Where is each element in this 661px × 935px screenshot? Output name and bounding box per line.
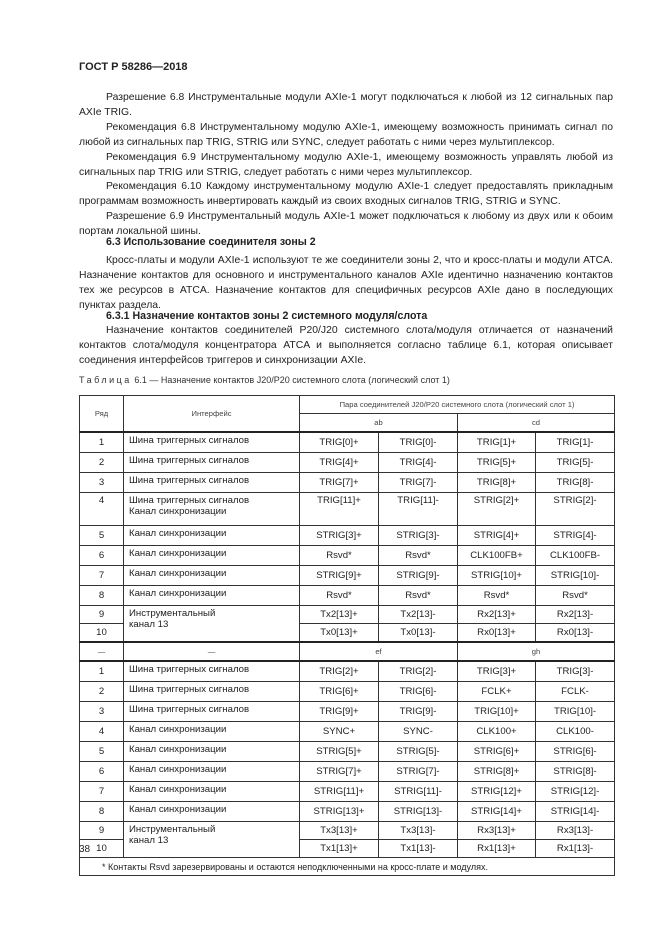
group-header: ef	[300, 642, 458, 661]
table-row	[80, 702, 615, 722]
interface-cell: Шина триггерных сигналов Канал синхронизации	[124, 493, 300, 526]
paragraph: Разрешение 6.8 Инструментальные модули AXIe-1 могут подключаться к любой из 12 сигнальных пар AXIe TRIG.	[79, 92, 613, 118]
signal-cell: TRIG[0]-	[379, 432, 458, 453]
row-number: 1	[80, 661, 124, 682]
signal-cell: STRIG[5]+	[300, 742, 379, 762]
signal-cell: Tx2[13]+	[300, 606, 379, 624]
signal-cell: CLK100+	[458, 722, 536, 742]
signal-cell: TRIG[11]-	[379, 493, 458, 526]
header-interface: Интерфейс	[124, 396, 300, 433]
signal-cell: TRIG[10]-	[536, 702, 615, 722]
interface-cell: Канал синхронизации	[124, 526, 300, 546]
signal-cell: Tx1[13]+	[300, 840, 379, 858]
signal-cell: Rx2[13]+	[458, 606, 536, 624]
row-number: 7	[80, 566, 124, 586]
signal-cell: TRIG[9]+	[300, 702, 379, 722]
signal-cell: STRIG[6]+	[458, 742, 536, 762]
signal-cell: Tx1[13]-	[379, 840, 458, 858]
interface-cell: Канал синхронизации	[124, 586, 300, 606]
signal-cell: TRIG[8]-	[536, 473, 615, 493]
subsection-heading: 6.3.1 Назначение контактов зоны 2 системного модуля/слота	[106, 310, 428, 322]
signal-cell: Rsvd*	[458, 586, 536, 606]
signal-cell: TRIG[3]+	[458, 661, 536, 682]
table-row	[80, 526, 615, 546]
signal-cell: Tx3[13]+	[300, 822, 379, 840]
row-number: 4	[80, 722, 124, 742]
table-row	[80, 566, 615, 586]
interface-cell: Шина триггерных сигналов	[124, 453, 300, 473]
signal-cell: FCLK+	[458, 682, 536, 702]
interface-cell: Шина триггерных сигналов	[124, 682, 300, 702]
paragraph: Кросс-платы и модули AXIe-1 используют те же соединители зоны 2, что и кросс-платы и модули ATCA. Назначение контактов для основного и инструментального каналов AXIe идентично назначению контактов тех же ресурсов в ATCA. Назначение контактов для специфичных ресурсов AXIe дано в последующих пунктах раздела.	[79, 255, 613, 311]
row-number: 3	[80, 702, 124, 722]
signal-cell: Rsvd*	[379, 546, 458, 566]
signal-cell: STRIG[14]-	[536, 802, 615, 822]
signal-cell: CLK100-	[536, 722, 615, 742]
table-row	[80, 802, 615, 822]
paragraph: Рекомендация 6.10 Каждому инструментальному модулю AXIe-1 следует предоставлять прикладным программам возможность инвертировать каждый из своих входных сигналов TRIG, STRIG и SYNC.	[79, 181, 613, 208]
signal-cell: TRIG[7]-	[379, 473, 458, 493]
signal-cell: TRIG[4]+	[300, 453, 379, 473]
header-pair: Пара соединителей J20/P20 системного слота (логический слот 1)	[300, 396, 615, 414]
signal-cell: STRIG[2]+	[458, 493, 536, 526]
paragraph: Рекомендация 6.8 Инструментальному модулю AXIe-1, имеющему возможность принимать сигнал по любой из сигнальных пар TRIG, STRIG или SYNC, следует работать с ними через мультиплексор.	[79, 121, 613, 148]
interface-cell: Шина триггерных сигналов	[124, 473, 300, 493]
footnote: * Контакты Rsvd зарезервированы и остаются неподключенными на кросс-плате и модулях.	[80, 858, 615, 876]
row-number: 9	[80, 606, 124, 624]
signal-cell: TRIG[3]-	[536, 661, 615, 682]
signal-cell: STRIG[12]+	[458, 782, 536, 802]
signal-cell: Rx1[13]+	[458, 840, 536, 858]
table-row	[80, 782, 615, 802]
interface-cell: Канал синхронизации	[124, 742, 300, 762]
signal-cell: SYNC+	[300, 722, 379, 742]
signal-cell: STRIG[3]-	[379, 526, 458, 546]
section-6-3-1	[79, 309, 613, 369]
pin-assignment-table	[79, 395, 615, 876]
separator-dash: —	[124, 642, 300, 661]
signal-cell: Tx2[13]-	[379, 606, 458, 624]
signal-cell: TRIG[1]-	[536, 432, 615, 453]
signal-cell: TRIG[9]-	[379, 702, 458, 722]
interface-cell: Канал синхронизации	[124, 722, 300, 742]
page-number: 38	[79, 844, 91, 855]
table-row	[80, 661, 615, 682]
paragraphs-top	[79, 91, 613, 240]
table-row	[80, 546, 615, 566]
separator-dash: —	[80, 642, 124, 661]
signal-cell: TRIG[10]+	[458, 702, 536, 722]
signal-cell: Rx3[13]-	[536, 822, 615, 840]
interface-cell: Канал синхронизации	[124, 782, 300, 802]
signal-cell: TRIG[6]+	[300, 682, 379, 702]
group-header: ab	[300, 414, 458, 433]
caption-text: 6.1 — Назначение контактов J20/P20 системного слота (логический слот 1)	[134, 375, 450, 385]
paragraph: Разрешение 6.9 Инструментальный модуль AXIe-1 может подключаться к любому из двух или к обоим портам локальной шины.	[79, 211, 613, 238]
signal-cell: STRIG[3]+	[300, 526, 379, 546]
signal-cell: Tx0[13]-	[379, 624, 458, 643]
header-row: Ряд	[80, 396, 124, 433]
interface-cell: Канал синхронизации	[124, 802, 300, 822]
signal-cell: STRIG[13]-	[379, 802, 458, 822]
signal-cell: STRIG[4]-	[536, 526, 615, 546]
signal-cell: STRIG[9]-	[379, 566, 458, 586]
signal-cell: STRIG[14]+	[458, 802, 536, 822]
row-number: 10	[80, 840, 124, 858]
row-number: 7	[80, 782, 124, 802]
signal-cell: CLK100FB-	[536, 546, 615, 566]
interface-cell: Инструментальный канал 13	[124, 822, 300, 858]
interface-cell: Шина триггерных сигналов	[124, 702, 300, 722]
signal-cell: STRIG[8]+	[458, 762, 536, 782]
row-number: 2	[80, 453, 124, 473]
signal-cell: STRIG[2]-	[536, 493, 615, 526]
interface-cell: Шина триггерных сигналов	[124, 661, 300, 682]
interface-cell: Инструментальный канал 13	[124, 606, 300, 643]
row-number: 6	[80, 762, 124, 782]
group-header: gh	[458, 642, 615, 661]
signal-cell: STRIG[7]+	[300, 762, 379, 782]
signal-cell: STRIG[4]+	[458, 526, 536, 546]
table-row	[80, 822, 615, 840]
table-row	[80, 493, 615, 526]
section-6-3	[79, 235, 613, 314]
signal-cell: TRIG[5]+	[458, 453, 536, 473]
table-row	[80, 762, 615, 782]
paragraph: Назначение контактов соединителей P20/J20 системного слота/модуля отличается от назначений контактов слота/модуля концентратора ATCA и выполняется согласно таблице 6.1, которая описывает соединения интерфейсов триггеров и синхронизации AXIe.	[79, 325, 613, 366]
table-row	[80, 606, 615, 624]
signal-cell: STRIG[7]-	[379, 762, 458, 782]
row-number: 10	[80, 624, 124, 643]
signal-cell: TRIG[2]+	[300, 661, 379, 682]
signal-cell: Rx0[13]-	[536, 624, 615, 643]
signal-cell: TRIG[2]-	[379, 661, 458, 682]
signal-cell: STRIG[5]-	[379, 742, 458, 762]
row-number: 1	[80, 432, 124, 453]
interface-cell: Канал синхронизации	[124, 546, 300, 566]
signal-cell: STRIG[9]+	[300, 566, 379, 586]
signal-cell: TRIG[6]-	[379, 682, 458, 702]
paragraph: Рекомендация 6.9 Инструментальному модулю AXIe-1, имеющему возможность управлять любой из сигнальных пар TRIG или STRIG, следует работать с ними через мультиплексор.	[79, 151, 613, 178]
signal-cell: STRIG[10]-	[536, 566, 615, 586]
signal-cell: STRIG[8]-	[536, 762, 615, 782]
signal-cell: Rsvd*	[300, 586, 379, 606]
interface-cell: Канал синхронизации	[124, 762, 300, 782]
interface-cell: Канал синхронизации	[124, 566, 300, 586]
row-number: 2	[80, 682, 124, 702]
signal-cell: FCLK-	[536, 682, 615, 702]
row-number: 4	[80, 493, 124, 526]
signal-cell: Rsvd*	[536, 586, 615, 606]
signal-cell: Rx2[13]-	[536, 606, 615, 624]
signal-cell: TRIG[11]+	[300, 493, 379, 526]
signal-cell: Rx0[13]+	[458, 624, 536, 643]
row-number: 5	[80, 742, 124, 762]
signal-cell: Tx0[13]+	[300, 624, 379, 643]
signal-cell: TRIG[7]+	[300, 473, 379, 493]
row-number: 5	[80, 526, 124, 546]
interface-cell: Шина триггерных сигналов	[124, 432, 300, 453]
table-row	[80, 473, 615, 493]
row-number: 3	[80, 473, 124, 493]
separator-row	[80, 642, 615, 661]
signal-cell: Rsvd*	[300, 546, 379, 566]
signal-cell: TRIG[1]+	[458, 432, 536, 453]
signal-cell: TRIG[8]+	[458, 473, 536, 493]
row-number: 6	[80, 546, 124, 566]
signal-cell: STRIG[11]-	[379, 782, 458, 802]
signal-cell: STRIG[13]+	[300, 802, 379, 822]
table-caption	[79, 375, 613, 385]
table-row	[80, 453, 615, 473]
table-row	[80, 586, 615, 606]
document-id: ГОСТ Р 58286—2018	[79, 61, 188, 73]
signal-cell: STRIG[10]+	[458, 566, 536, 586]
row-number: 8	[80, 802, 124, 822]
row-number: 9	[80, 822, 124, 840]
signal-cell: STRIG[6]-	[536, 742, 615, 762]
row-number: 8	[80, 586, 124, 606]
signal-cell: Rx3[13]+	[458, 822, 536, 840]
signal-cell: TRIG[0]+	[300, 432, 379, 453]
signal-cell: STRIG[11]+	[300, 782, 379, 802]
signal-cell: SYNC-	[379, 722, 458, 742]
signal-cell: Rsvd*	[379, 586, 458, 606]
signal-cell: Rx1[13]-	[536, 840, 615, 858]
section-heading: 6.3 Использование соединителя зоны 2	[106, 236, 316, 248]
table-row	[80, 742, 615, 762]
signal-cell: TRIG[5]-	[536, 453, 615, 473]
signal-cell: CLK100FB+	[458, 546, 536, 566]
group-header: cd	[458, 414, 615, 433]
footnote-row	[80, 858, 615, 876]
signal-cell: Tx3[13]-	[379, 822, 458, 840]
table-row	[80, 722, 615, 742]
signal-cell: STRIG[12]-	[536, 782, 615, 802]
table-row	[80, 682, 615, 702]
signal-cell: TRIG[4]-	[379, 453, 458, 473]
caption-label: Таблица	[79, 375, 132, 385]
table-row	[80, 432, 615, 453]
